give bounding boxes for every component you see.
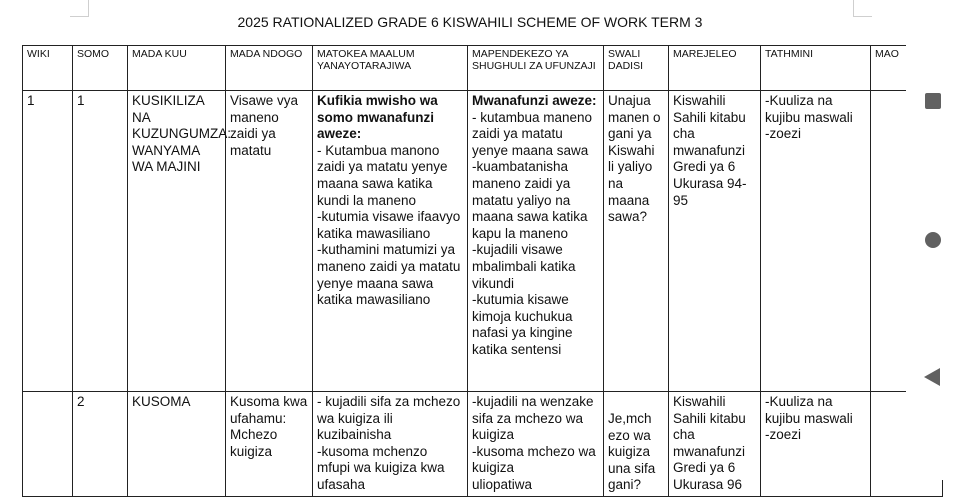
matokea-item: -kusoma mchenzo mfupi wa kuigiza kwa ufasaha bbox=[317, 443, 445, 492]
cell-wiki bbox=[23, 392, 73, 497]
tathmini-item: -zoezi bbox=[765, 427, 802, 443]
cell-shughuli bbox=[468, 392, 604, 497]
scheme-of-work-table bbox=[22, 45, 943, 497]
shughuli-item: - kutambua maneno zaidi ya matatu yenye maana sawa bbox=[472, 109, 593, 158]
cell-wiki: 1 bbox=[23, 91, 73, 392]
tathmini-item: -Kuuliza na kujibu maswali bbox=[765, 93, 853, 125]
matokea-heading: Kufikia mwisho wa somo mwanafunzi aweze: bbox=[317, 93, 438, 142]
cell-swali-dadisi bbox=[604, 392, 669, 497]
cell-marejeleo: Kiswahili Sahili kitabu cha mwanafunzi Gredi ya 6 Ukurasa 96 bbox=[669, 392, 761, 497]
cell-tathmini bbox=[761, 91, 871, 392]
table-header-row bbox=[23, 46, 943, 91]
circle-icon[interactable] bbox=[925, 232, 941, 248]
header-mada-ndogo: MADA NDOGO bbox=[226, 46, 313, 91]
shughuli-item: -kusoma mchezo wa kuigiza bbox=[472, 443, 596, 476]
cell-mada-kuu: KUSOMA bbox=[128, 392, 226, 497]
shughuli-item: uliopatiwa bbox=[472, 476, 533, 492]
document-title: 2025 RATIONALIZED GRADE 6 KISWAHILI SCHEME OF WORK TERM 3 bbox=[237, 14, 703, 30]
table-row bbox=[23, 91, 943, 392]
matokea-item: - Kutambua manono zaidi ya matatu yenye maana sawa katika kundi la maneno bbox=[317, 142, 448, 208]
header-mapendekezo: MAPENDEKEZO YA SHUGHULI ZA UFUNZAJI bbox=[468, 46, 604, 91]
shughuli-item: -kujadili na wenzake sifa za mchezo wa kuigiza bbox=[472, 394, 594, 443]
cell-mada-kuu: KUSIKILIZA NA KUZUNGUMZA: WANYAMA WA MAJINI bbox=[128, 91, 226, 392]
cell-swali-dadisi: Unajua manen o gani ya Kiswahi li yaliyo na maana sawa? bbox=[604, 91, 669, 392]
cell-somo: 1 bbox=[73, 91, 128, 392]
header-mao: MAO bbox=[871, 46, 943, 91]
shughuli-item: -kuambatanisha maneno zaidi ya matatu yaliyo na maana sawa katika kapu la maneno bbox=[472, 159, 588, 241]
table-row bbox=[23, 392, 943, 497]
header-matokea: MATOKEA MAALUM YANAYOTARAJIWA bbox=[313, 46, 468, 91]
tathmini-item: -Kuuliza na kujibu maswali bbox=[765, 394, 853, 426]
matokea-item: - kujadili sifa za mchezo wa kuigiza ili kuzibainisha bbox=[317, 394, 461, 443]
cell-marejeleo: Kiswahili Sahili kitabu cha mwanafunzi Gredi ya 6 Ukurasa 94-95 bbox=[669, 91, 761, 392]
matokea-item: -kuthamini matumizi ya maneno zaidi ya matatu yenye maana sawa katika mawasiliano bbox=[317, 242, 461, 308]
cell-shughuli bbox=[468, 91, 604, 392]
header-tathmini: TATHMINI bbox=[761, 46, 871, 91]
header-wiki: WIKI bbox=[23, 46, 73, 91]
header-somo: SOMO bbox=[73, 46, 128, 91]
square-icon[interactable] bbox=[925, 93, 941, 109]
header-swali-dadisi: SWALI DADISI bbox=[604, 46, 669, 91]
shughuli-heading: Mwanafunzi aweze: bbox=[472, 93, 597, 108]
swali-text: Je,mch ezo wa kuigiza una sifa gani? bbox=[608, 411, 656, 493]
shughuli-item: -kujadili visawe mbalimbali katika vikundi bbox=[472, 242, 576, 291]
cell-somo: 2 bbox=[73, 392, 128, 497]
cell-matokea bbox=[313, 91, 468, 392]
triangle-back-icon[interactable] bbox=[924, 368, 940, 386]
matokea-item: -kutumia visawe ifaavyo katika mawasiliano bbox=[317, 209, 461, 241]
header-marejeleo: MAREJELEO bbox=[669, 46, 761, 91]
tathmini-item: -zoezi bbox=[765, 126, 802, 142]
header-mada-kuu: MADA KUU bbox=[128, 46, 226, 91]
shughuli-item: -kutumia kisawe kimoja kuchukua nafasi ya kingine katika sentensi bbox=[472, 292, 573, 357]
cell-mada-ndogo: Kusoma kwa ufahamu: Mchezo kuigiza bbox=[226, 392, 313, 497]
cell-tathmini bbox=[761, 392, 871, 497]
cell-mada-ndogo: Visawe vya maneno zaidi ya matatu bbox=[226, 91, 313, 392]
cell-matokea bbox=[313, 392, 468, 497]
